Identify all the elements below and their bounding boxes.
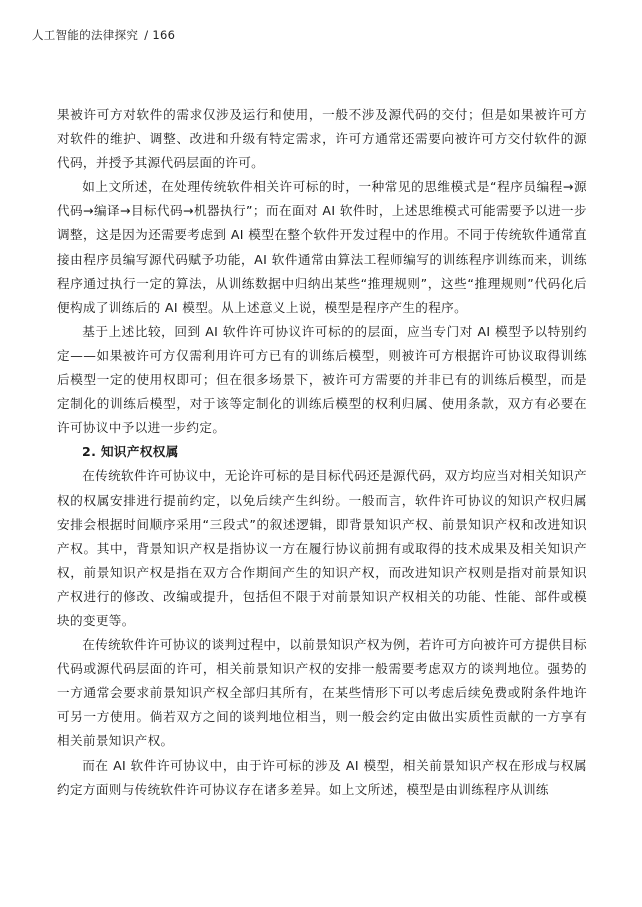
page-body	[57, 103, 587, 802]
paragraph: 在传统软件许可协议中，无论许可标的是目标代码还是源代码，双方均应当对相关知识产权的权属安排进行提前约定，以免后续产生纠纷。一般而言，软件许可协议的知识产权归属安排会根据时间顺序采用“三段式”的叙述逻辑，即背景知识产权、前景知识产权和改进知识产权。其中，背景知识产权是指协议一方在履行协议前拥有或取得的技术成果及相关知识产权，前景知识产权是指在双方合作期间产生的知识产权，而改进知识产权则是指对前景知识产权进行的修改、改编或提升，包括但不限于对前景知识产权相关的功能、性能、部件或模块的变更等。	[57, 468, 587, 628]
paragraph: 在传统软件许可协议的谈判过程中，以前景知识产权为例，若许可方向被许可方提供目标代码或源代码层面的许可，相关前景知识产权的安排一般需要考虑双方的谈判地位。强势的一方通常会要求前景知识产权全部归其所有，在某些情形下可以考虑后续免费或附条件地许可另一方使用。倘若双方之间的谈判地位相当，则一般会约定由做出实质性贡献的一方享有相关前景知识产权。	[57, 637, 587, 749]
paragraph: 而在 AI 软件许可协议中，由于许可标的涉及 AI 模型，相关前景知识产权在形成与权属约定方面则与传统软件许可协议存在诸多差异。如上文所述，模型是由训练程序从训练	[57, 757, 587, 797]
paragraph: 基于上述比较，回到 AI 软件许可协议许可标的的层面，应当专门对 AI 模型予以特别约定——如果被许可方仅需利用许可方已有的训练后模型，则被许可方根据许可协议取得训练后模型一定的使用权即可；但在很多场景下，被许可方需要的并非已有的训练后模型，而是定制化的训练后模型，对于该等定制化的训练后模型的权利归属、使用条款，双方有必要在许可协议中予以进一步约定。	[57, 323, 587, 436]
header-separator: /	[144, 28, 149, 42]
running-header	[32, 27, 175, 43]
section-heading: 2. 知识产权权属	[82, 444, 179, 460]
page-number: 166	[152, 28, 176, 42]
paragraph-continued: 果被许可方对软件的需求仅涉及运行和使用，一般不涉及源代码的交付；但是如果被许可方对软件的维护、调整、改进和升级有特定需求，许可方通常还需要向被许可方交付软件的源代码，并授予其源代码层面的许可。	[57, 107, 587, 171]
paragraph: 如上文所述，在处理传统软件相关许可标的时，一种常见的思维模式是“程序员编程→源代码→编译→目标代码→机器执行”；而在面对 AI 软件时，上述思维模式可能需要予以进一步调整，这是因为还需要考虑到 AI 模型在整个软件开发过程中的作用。不同于传统软件通常直接由程序员编写源代码赋予功能，AI 软件通常由算法工程师编写的训练程序训练而来，训练程序通过执行一定的算法，从训练数据中归纳出某些“推理规则”，这些“推理规则”代码化后便构成了训练后的 AI 模型。从上述意义上说，模型是程序产生的程序。	[57, 179, 587, 315]
book-title: 人工智能的法律探究	[32, 28, 139, 42]
